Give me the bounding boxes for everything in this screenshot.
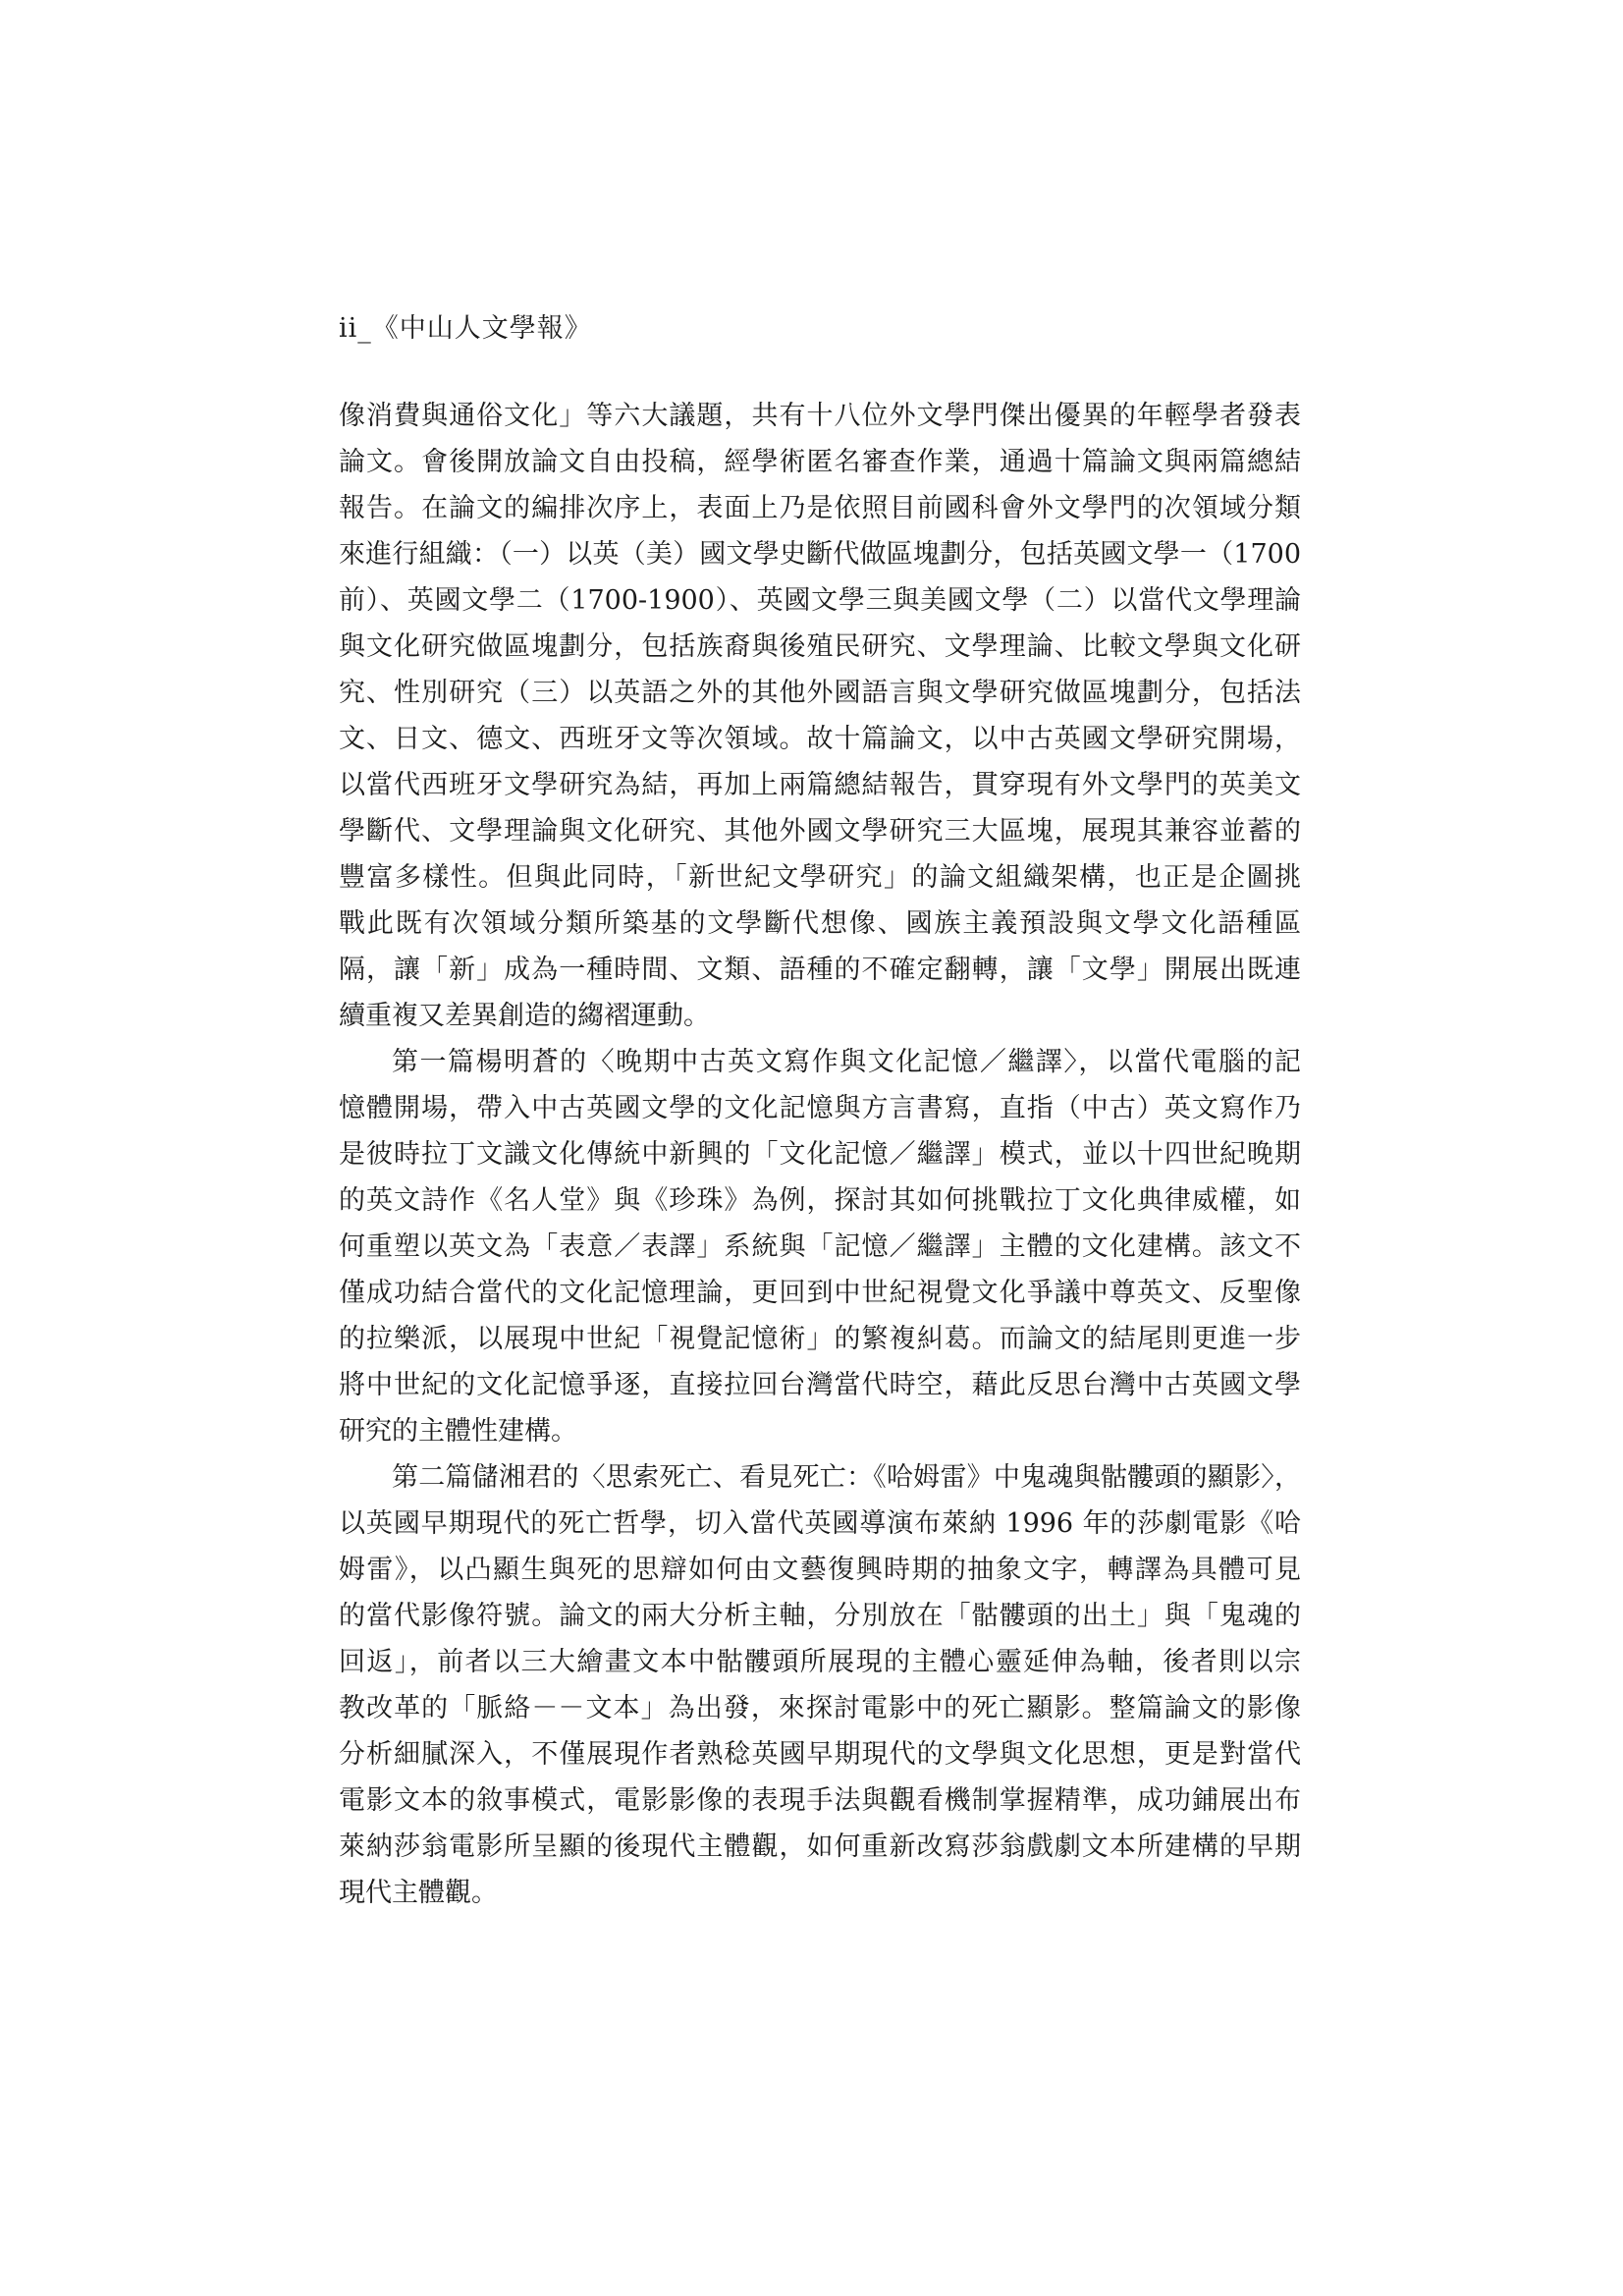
text-line: 將中世紀的文化記憶爭逐，直接拉回台灣當代時空，藉此反思台灣中古英國文學	[339, 1370, 1301, 1400]
text-line: 與文化研究做區塊劃分，包括族裔與後殖民研究、文學理論、比較文學與文化研	[339, 631, 1301, 662]
paragraph-2	[339, 1039, 1301, 1454]
paragraph-1	[339, 393, 1301, 1039]
paragraph-3	[339, 1454, 1301, 1916]
text-line: 的英文詩作《名人堂》與《珍珠》為例，探討其如何挑戰拉丁文化典律威權，如	[339, 1185, 1301, 1216]
text-line: 論文。會後開放論文自由投稿，經學術匿名審查作業，通過十篇論文與兩篇總結	[339, 447, 1301, 477]
text-line: 第一篇楊明蒼的〈晚期中古英文寫作與文化記憶／繼譯〉，以當代電腦的記	[392, 1047, 1301, 1077]
text-line: 僅成功結合當代的文化記憶理論，更回到中世紀視覺文化爭議中尊英文、反聖像	[339, 1278, 1301, 1308]
text-line: 以當代西班牙文學研究為結，再加上兩篇總結報告，貫穿現有外文學門的英美文	[339, 770, 1301, 800]
text-line: 像消費與通俗文化」等六大議題，共有十八位外文學門傑出優異的年輕學者發表	[339, 401, 1301, 431]
text-line: 文、日文、德文、西班牙文等次領域。故十篇論文，以中古英國文學研究開場，	[339, 724, 1301, 754]
text-line: 教改革的「脈絡－－文本」為出發，來探討電影中的死亡顯影。整篇論文的影像	[339, 1693, 1301, 1723]
text-line: 何重塑以英文為「表意／表譯」系統與「記憶／繼譯」主體的文化建構。該文不	[339, 1231, 1301, 1262]
text-line: 以英國早期現代的死亡哲學，切入當代英國導演布萊納 1996 年的莎劇電影《哈	[339, 1508, 1301, 1539]
text-line: 研究的主體性建構。	[339, 1416, 577, 1447]
running-head: ii_《中山人文學報》	[339, 313, 592, 344]
text-line: 現代主體觀。	[339, 1878, 498, 1908]
text-line: 憶體開場，帶入中古英國文學的文化記憶與方言書寫，直指（中古）英文寫作乃	[339, 1093, 1301, 1123]
text-line: 前）、英國文學二（1700-1900）、英國文學三與美國文學（二）以當代文學理論	[339, 585, 1301, 616]
text-line: 豐富多樣性。但與此同時，「新世紀文學研究」的論文組織架構，也正是企圖挑	[339, 862, 1301, 893]
text-line: 隔，讓「新」成為一種時間、文類、語種的不確定翻轉，讓「文學」開展出既連	[339, 955, 1301, 985]
text-line: 是彼時拉丁文識文化傳統中新興的「文化記憶／繼譯」模式，並以十四世紀晚期	[339, 1139, 1301, 1170]
text-line: 來進行組織：（一）以英（美）國文學史斷代做區塊劃分，包括英國文學一（1700	[339, 539, 1301, 570]
text-line: 回返」，前者以三大繪畫文本中骷髏頭所展現的主體心靈延伸為軸，後者則以宗	[339, 1647, 1301, 1677]
text-line: 第二篇儲湘君的〈思索死亡、看見死亡：《哈姆雷》中鬼魂與骷髏頭的顯影〉，	[392, 1462, 1301, 1493]
text-line: 姆雷》，以凸顯生與死的思辯如何由文藝復興時期的抽象文字，轉譯為具體可見	[339, 1555, 1301, 1585]
text-line: 的當代影像符號。論文的兩大分析主軸，分別放在「骷髏頭的出土」與「鬼魂的	[339, 1601, 1301, 1631]
text-line: 學斷代、文學理論與文化研究、其他外國文學研究三大區塊，展現其兼容並蓄的	[339, 816, 1301, 847]
text-line: 電影文本的敘事模式，電影影像的表現手法與觀看機制掌握精準，成功鋪展出布	[339, 1785, 1301, 1816]
text-line: 的拉樂派，以展現中世紀「視覺記憶術」的繁複糾葛。而論文的結尾則更進一步	[339, 1324, 1301, 1354]
text-line: 分析細膩深入，不僅展現作者熟稔英國早期現代的文學與文化思想，更是對當代	[339, 1739, 1301, 1770]
text-line: 究、性別研究（三）以英語之外的其他外國語言與文學研究做區塊劃分，包括法	[339, 678, 1301, 708]
text-line: 續重複又差異創造的縐褶運動。	[339, 1001, 710, 1031]
text-line: 報告。在論文的編排次序上，表面上乃是依照目前國科會外文學門的次領域分類	[339, 493, 1301, 523]
text-line: 戰此既有次領域分類所築基的文學斷代想像、國族主義預設與文學文化語種區	[339, 908, 1301, 939]
text-line: 萊納莎翁電影所呈顯的後現代主體觀，如何重新改寫莎翁戲劇文本所建構的早期	[339, 1831, 1301, 1862]
body-text	[339, 393, 1301, 1916]
